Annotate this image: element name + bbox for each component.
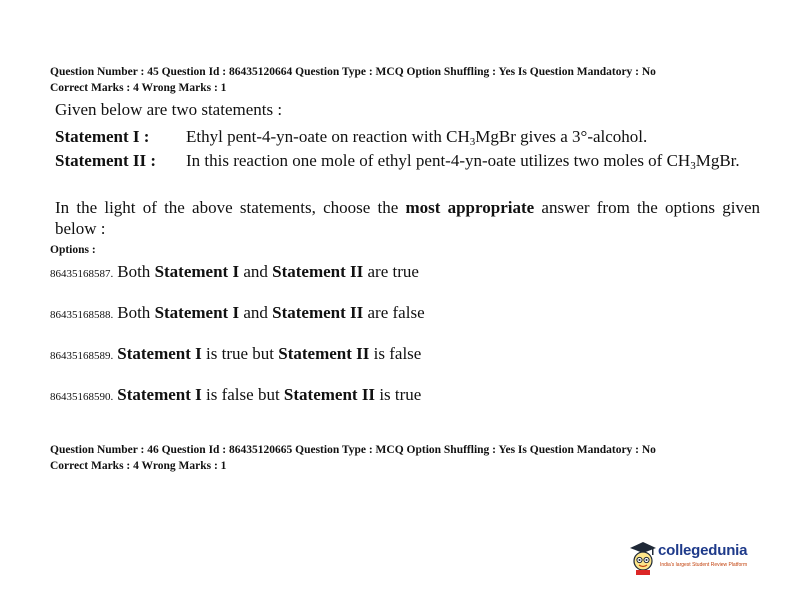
option-id: 86435168588. xyxy=(50,309,114,321)
question-46-meta-line-1: Question Number : 46 Question Id : 86435120665 Question Type : MCQ Option Shuffling : Yes Is Question Mandatory : No xyxy=(50,444,656,456)
option-4[interactable] xyxy=(50,385,421,405)
question-45-instruction: In the light of the above statements, choose the most appropriate answer from the options given below : xyxy=(55,198,761,238)
statement-2 xyxy=(55,150,760,194)
option-text: Statement I is true but Statement II is false xyxy=(117,344,422,363)
option-1[interactable] xyxy=(50,262,419,282)
options-label: Options : xyxy=(50,244,96,256)
collegedunia-logo xyxy=(628,540,768,580)
statement-2-text: In this reaction one mole of ethyl pent-4-yn-oate utilizes two moles of $CH_3MgBr$. xyxy=(186,151,740,172)
option-text: Both Statement I and Statement II are false xyxy=(117,303,425,322)
option-id: 86435168589. xyxy=(50,350,114,362)
option-id: 86435168590. xyxy=(50,391,114,403)
statement-1-label: Statement I : xyxy=(55,127,150,146)
question-45-meta xyxy=(50,64,656,96)
logo-tagline: India's largest Student Review Platform xyxy=(660,562,748,568)
question-45-intro: Given below are two statements : xyxy=(55,100,283,119)
question-45-meta-line-1: Question Number : 45 Question Id : 86435120664 Question Type : MCQ Option Shuffling : Yes Is Question Mandatory : No xyxy=(50,66,656,78)
statement-1-text: Ethyl pent-4-yn-oate on reaction with $CH_3MgBr$ gives a 3°-alcohol. xyxy=(186,127,648,148)
logo-brand-text: collegedunia xyxy=(658,542,748,559)
option-3[interactable] xyxy=(50,344,421,364)
question-45-marks: Correct Marks : 4 Wrong Marks : 1 xyxy=(50,82,227,94)
question-46-marks: Correct Marks : 4 Wrong Marks : 1 xyxy=(50,460,227,472)
question-46-meta xyxy=(50,442,656,474)
option-text: Statement I is false but Statement II is true xyxy=(117,385,422,404)
statement-1 xyxy=(55,126,760,148)
statement-2-label: Statement II : xyxy=(55,151,157,170)
option-text: Both Statement I and Statement II are true xyxy=(117,262,419,281)
option-id: 86435168587. xyxy=(50,268,114,280)
graduate-mascot-icon xyxy=(628,540,658,576)
option-2[interactable] xyxy=(50,303,425,323)
